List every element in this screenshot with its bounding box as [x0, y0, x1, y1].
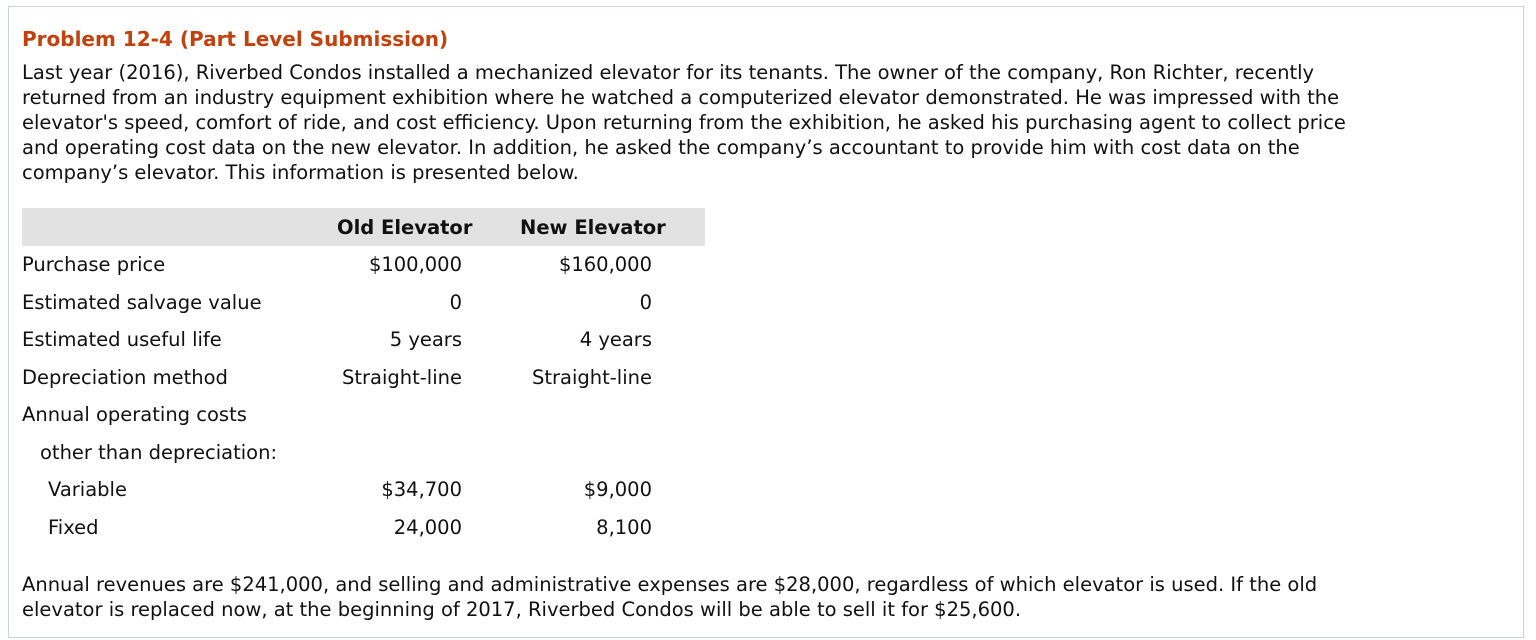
old-value: 24,000 [393, 515, 462, 539]
new-value [520, 396, 652, 434]
row-label: Depreciation method [22, 365, 228, 389]
new-value [520, 434, 652, 472]
row-label: Annual operating costs [22, 403, 247, 427]
closing-paragraph [22, 572, 1512, 622]
header-new-elevator: New Elevator [520, 208, 705, 246]
table-row [22, 359, 705, 397]
row-label: Variable [48, 478, 127, 502]
row-label: Fixed [48, 515, 99, 539]
table-row [22, 396, 705, 434]
closing-line: Annual revenues are $241,000, and selling and administrative expenses are $28,000, regardless of which elevator is used. If the old [22, 573, 1318, 596]
new-value: 8,100 [596, 515, 652, 539]
table-header-row [22, 208, 705, 246]
intro-line: returned from an industry equipment exhibition where he watched a computerized elevator demonstrated. He was impressed with the [22, 86, 1340, 109]
old-value: $34,700 [381, 478, 462, 502]
old-value [322, 434, 462, 472]
old-value: 5 years [389, 328, 462, 352]
new-value: 0 [639, 290, 652, 314]
table-row [22, 471, 705, 509]
intro-line: Last year (2016), Riverbed Condos installed a mechanized elevator for its tenants. The owner of the company, Ron Richter, recently [22, 61, 1315, 84]
old-value: $100,000 [368, 253, 462, 277]
row-label: Purchase price [22, 253, 166, 277]
elevator-data-table [22, 208, 705, 546]
problem-title: Problem 12-4 (Part Level Submission) [22, 27, 449, 51]
intro-line: elevator's speed, comfort of ride, and cost efficiency. Upon returning from the exhibition, he asked his purchasing agent to collect price [22, 111, 1346, 134]
header-label [22, 208, 322, 246]
old-value: Straight-line [341, 365, 462, 389]
table-row [22, 509, 705, 547]
table-row [22, 246, 705, 284]
new-value: 4 years [579, 328, 652, 352]
old-value: 0 [449, 290, 462, 314]
new-value: Straight-line [531, 365, 652, 389]
header-old-elevator: Old Elevator [322, 208, 520, 246]
old-value [322, 396, 462, 434]
table-row [22, 284, 705, 322]
intro-line: company’s elevator. This information is presented below. [22, 161, 579, 184]
row-label: Estimated salvage value [22, 290, 262, 314]
table-row [22, 321, 705, 359]
table-row [22, 434, 705, 472]
closing-line: elevator is replaced now, at the beginning of 2017, Riverbed Condos will be able to sell it for $25,600. [22, 598, 1022, 621]
new-value: $9,000 [583, 478, 652, 502]
row-label: other than depreciation: [40, 440, 278, 464]
intro-paragraph [22, 60, 1512, 185]
intro-line: and operating cost data on the new elevator. In addition, he asked the company’s accountant to provide him with cost data on the [22, 136, 1300, 159]
row-label: Estimated useful life [22, 328, 222, 352]
new-value: $160,000 [558, 253, 652, 277]
